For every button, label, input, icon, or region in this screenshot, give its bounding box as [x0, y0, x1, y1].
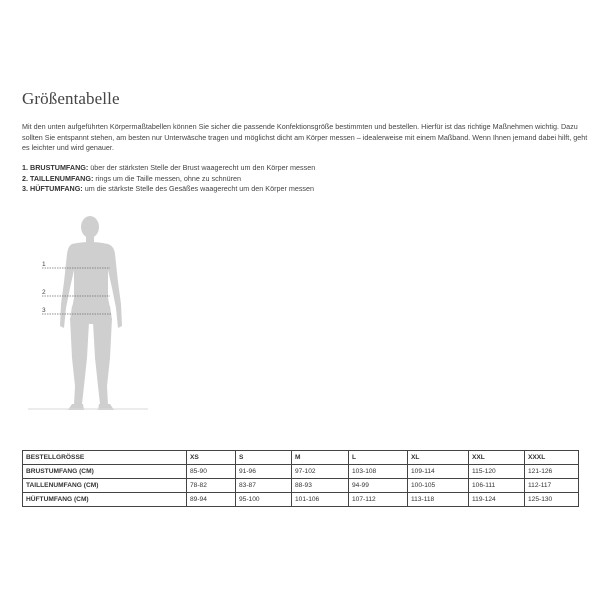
table-row	[23, 465, 579, 479]
step-label: TAILLENUMFANG:	[30, 173, 94, 183]
table-cell: 121-126	[525, 465, 579, 479]
body-silhouette-illustration	[28, 208, 158, 413]
table-cell: 112-117	[525, 479, 579, 493]
row-header: TAILLENUMFANG (CM)	[23, 479, 187, 493]
table-cell: 101-106	[292, 493, 349, 507]
table-cell: 95-100	[236, 493, 292, 507]
table-cell: 100-105	[408, 479, 469, 493]
step-label: HÜFTUMFANG:	[30, 184, 83, 194]
row-header: BRUSTUMFANG (CM)	[23, 465, 187, 479]
table-cell: 115-120	[469, 465, 525, 479]
table-cell: 97-102	[292, 465, 349, 479]
table-cell: 103-108	[349, 465, 408, 479]
table-cell: 113-118	[408, 493, 469, 507]
column-header: S	[236, 451, 292, 465]
step-label: BRUSTUMFANG:	[30, 163, 89, 172]
table-cell: 106-111	[469, 479, 525, 493]
table-cell: 88-93	[292, 479, 349, 493]
step-number: 1.	[22, 163, 28, 172]
table-cell: 78-82	[187, 479, 236, 493]
column-header: XXXL	[525, 451, 579, 465]
measurement-steps	[22, 163, 588, 195]
step-hip	[22, 184, 588, 195]
step-chest	[22, 163, 588, 174]
column-header: L	[349, 451, 408, 465]
table-cell: 85-90	[187, 465, 236, 479]
table-cell: 119-124	[469, 493, 525, 507]
marker-waist: 2	[42, 289, 46, 296]
table-cell: 107-112	[349, 493, 408, 507]
table-cell: 89-94	[187, 493, 236, 507]
body-silhouette	[60, 216, 122, 410]
column-header: XS	[187, 451, 236, 465]
page-title: Größentabelle	[22, 89, 120, 108]
step-number: 3.	[22, 184, 28, 194]
table-cell: 83-87	[236, 479, 292, 493]
table-row	[23, 479, 579, 493]
marker-chest: 1	[42, 261, 46, 268]
marker-hip: 3	[42, 307, 46, 314]
column-header: M	[292, 451, 349, 465]
body-figure	[28, 208, 158, 418]
row-header: HÜFTUMFANG (CM)	[23, 493, 187, 507]
table-cell: 91-96	[236, 465, 292, 479]
step-text: um die stärkste Stelle des Gesäßes waagerecht um den Körper messen	[84, 184, 315, 194]
size-table	[22, 450, 579, 507]
step-waist	[22, 174, 588, 185]
column-header: XXL	[469, 451, 525, 465]
intro-paragraph: Mit den unten aufgeführten Körpermaßtabellen können Sie sicher die passende Konfektionsgröße bestimmten und bestellen. Hierfür ist das richtige Maßnehmen wichtig. Dazu sollten Sie entspannt stehen, am besten nur Unterwäsche tragen und möglichst dicht am Körper messen – idealerweise mit einem Maßband. Wenn Ihnen jemand dabei hilft, geht es leichter und wird genauer.	[22, 122, 588, 153]
step-number: 2.	[22, 173, 28, 183]
column-header: BESTELLGRÖSSE	[23, 451, 187, 465]
step-text: rings um die Taille messen, ohne zu schnüren	[95, 173, 242, 183]
column-header: XL	[408, 451, 469, 465]
table-cell: 94-99	[349, 479, 408, 493]
table-row	[23, 493, 579, 507]
step-text: über der stärksten Stelle der Brust waagerecht um den Körper messen	[90, 163, 316, 172]
table-header-row	[23, 451, 579, 465]
table-cell: 125-130	[525, 493, 579, 507]
table-cell: 109-114	[408, 465, 469, 479]
